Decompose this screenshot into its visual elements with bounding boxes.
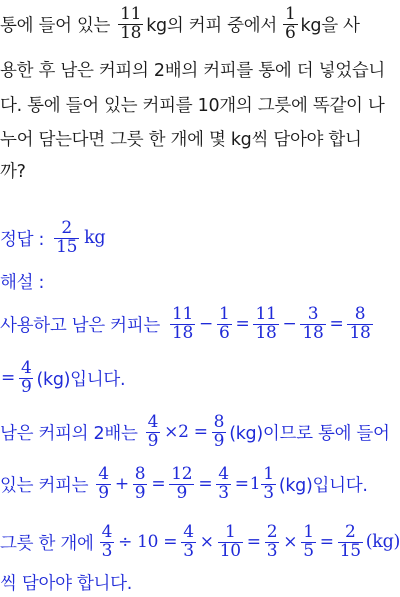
equals-sign: = (246, 532, 261, 552)
numerator: 8 (213, 411, 225, 432)
fraction (300, 303, 325, 343)
denominator: 18 (171, 322, 194, 343)
problem-text: kg을 사 (300, 15, 360, 36)
numerator: 4 (183, 521, 194, 542)
fraction (118, 3, 143, 43)
denominator: 10 (219, 540, 241, 561)
numerator: 1 (263, 463, 274, 484)
denominator: 18 (120, 22, 142, 43)
denominator: 9 (213, 430, 225, 451)
equals-sign: = (198, 474, 213, 494)
unit-text: (kg) (365, 532, 400, 552)
fraction (169, 463, 194, 503)
minus-sign: − (282, 314, 297, 334)
fraction (181, 521, 196, 561)
solution-step-6 (0, 568, 400, 596)
problem-text: 통에 들어 있는 (0, 15, 111, 36)
fraction (261, 463, 276, 503)
solution-step-2 (0, 356, 400, 400)
numerator: 1 (303, 521, 314, 542)
answer-unit: kg (84, 228, 106, 248)
equals-sign: = (234, 474, 249, 494)
numerator: 8 (354, 303, 366, 324)
denominator: 15 (56, 236, 78, 257)
denominator: 3 (101, 540, 113, 561)
equals-sign: = (235, 314, 250, 334)
answer-fraction (54, 217, 79, 257)
numerator: 11 (120, 3, 142, 24)
equals-sign: = (329, 314, 344, 334)
multiply-expression: ×2 = (164, 422, 208, 442)
solution-step-5 (0, 520, 400, 564)
numerator: 1 (224, 521, 236, 542)
denominator: 9 (20, 376, 32, 397)
numerator: 1 (218, 303, 230, 324)
problem-line-4 (0, 123, 400, 153)
multiply-sign: × (199, 532, 214, 552)
solution-text: 사용하고 남은 커피는 (0, 315, 160, 336)
whole-part: 1 (249, 474, 261, 494)
denominator: 9 (147, 430, 159, 451)
equals-sign: = (1, 368, 15, 388)
problem-text: 누어 담는다면 그릇 한 개에 몇 kg씩 담아야 합니 (0, 129, 362, 150)
numerator: 3 (307, 303, 319, 324)
fraction (301, 521, 316, 561)
equals-sign: = (151, 474, 166, 494)
solution-text: 있는 커피는 (0, 475, 89, 496)
denominator: 3 (263, 482, 274, 503)
numerator: 4 (101, 521, 113, 542)
numerator: 4 (218, 463, 229, 484)
denominator: 9 (176, 482, 188, 503)
fraction (19, 357, 34, 397)
solution-text: (kg)이므로 통에 들어 (229, 423, 390, 444)
numerator: 4 (147, 411, 159, 432)
numerator: 11 (171, 303, 194, 324)
solution-text: (kg)입니다. (36, 369, 126, 390)
answer-label: 정답 : (0, 229, 45, 250)
fraction (100, 521, 115, 561)
denominator: 3 (218, 482, 229, 503)
problem-line-5 (0, 155, 400, 185)
denominator: 5 (303, 540, 314, 561)
solution-step-1 (0, 302, 400, 346)
problem-text: 다. 통에 들어 있는 커피를 10개의 그릇에 똑같이 나 (0, 95, 385, 116)
fraction (347, 303, 372, 343)
fraction (212, 411, 227, 451)
numerator: 2 (344, 521, 356, 542)
denominator: 3 (266, 540, 278, 561)
numerator: 2 (266, 521, 278, 542)
problem-line-2 (0, 54, 400, 84)
numerator: 4 (20, 357, 32, 378)
solution-text: 씩 담아야 합니다. (0, 573, 133, 594)
numerator: 4 (98, 463, 109, 484)
solution-label-line (0, 266, 400, 296)
divide-expression: ÷ 10 = (118, 532, 178, 552)
problem-text: 까? (0, 161, 26, 182)
denominator: 3 (183, 540, 194, 561)
problem-line-1 (0, 4, 400, 44)
fraction (170, 303, 195, 343)
solution-text: 그릇 한 개에 (0, 533, 94, 554)
mixed-number (249, 463, 279, 503)
fraction (146, 411, 161, 451)
problem-text: kg의 커피 중에서 (146, 15, 278, 36)
fraction (133, 463, 148, 503)
fraction (96, 463, 111, 503)
solution-step-4 (0, 462, 400, 506)
denominator: 6 (285, 22, 296, 43)
problem-text: 용한 후 남은 커피의 2배의 커피를 통에 더 넣었습니 (0, 60, 386, 81)
problem-line-3 (0, 89, 400, 119)
fraction (216, 463, 231, 503)
solution-text: (kg)입니다. (278, 475, 368, 496)
answer-line (0, 216, 400, 260)
numerator: 2 (61, 217, 72, 238)
numerator: 8 (134, 463, 146, 484)
fraction (217, 303, 232, 343)
fraction (218, 521, 243, 561)
denominator: 6 (218, 322, 230, 343)
denominator: 18 (255, 322, 277, 343)
fraction (253, 303, 278, 343)
denominator: 15 (339, 540, 361, 561)
denominator: 18 (349, 322, 371, 343)
multiply-sign: × (283, 532, 298, 552)
minus-sign: − (199, 314, 213, 334)
numerator: 1 (285, 3, 296, 24)
plus-sign: + (114, 474, 129, 494)
numerator: 11 (255, 303, 277, 324)
denominator: 18 (302, 322, 324, 343)
solution-label: 해설 : (0, 272, 45, 293)
solution-step-3 (0, 410, 400, 454)
solution-text: 남은 커피의 2배는 (0, 423, 138, 444)
equals-sign: = (319, 532, 334, 552)
fraction (265, 521, 280, 561)
denominator: 9 (98, 482, 109, 503)
fraction (338, 521, 363, 561)
denominator: 9 (134, 482, 146, 503)
fraction (283, 3, 298, 43)
numerator: 12 (171, 463, 193, 484)
